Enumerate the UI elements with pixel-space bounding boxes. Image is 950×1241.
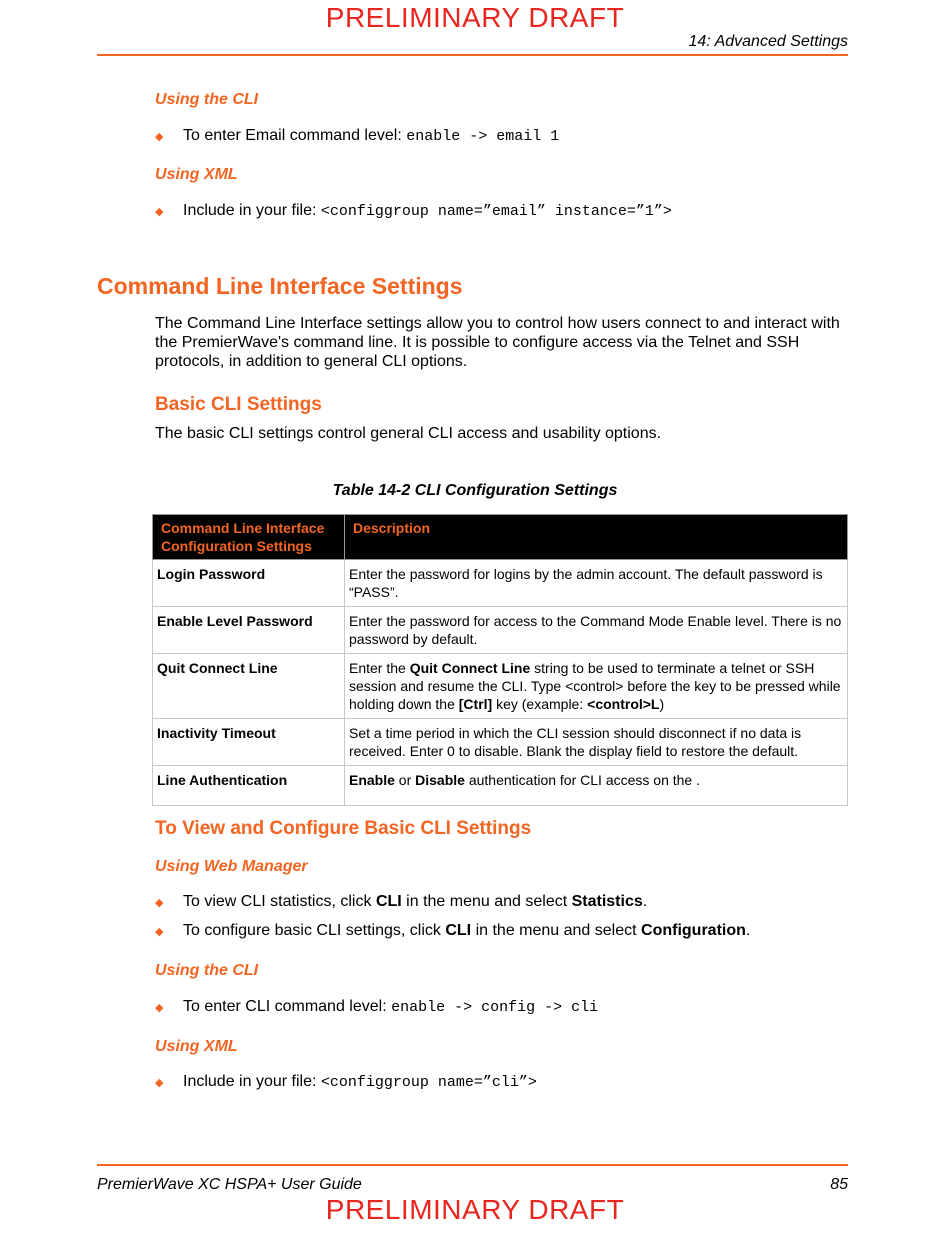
- bullet-text: To configure basic CLI settings, click CLI in the menu and select Configuration.: [183, 922, 751, 939]
- email-cli-heading: Using the CLI: [155, 91, 259, 108]
- xml-bullet: [155, 1073, 537, 1091]
- bullet-code: <configgroup name=”email” instance=”1”>: [320, 203, 672, 220]
- xml-heading: Using XML: [155, 1038, 238, 1055]
- email-xml-heading: Using XML: [155, 166, 238, 183]
- setting-desc: Set a time period in which the CLI session should disconnect if no data is received. Enter 0 to disable. Blank the display field to restore the default.: [345, 719, 848, 766]
- web-bullet-configuration: [155, 922, 750, 940]
- setting-name: Inactivity Timeout: [153, 719, 345, 766]
- watermark-top: PRELIMINARY DRAFT: [325, 2, 625, 33]
- section-title: Command Line Interface Settings: [97, 273, 463, 299]
- page-number: 85: [830, 1176, 848, 1193]
- setting-desc: Enter the Quit Connect Line string to be used to terminate a telnet or SSH session and resume the CLI. Type <control> before the key to be pressed while holding down the [Ctrl] key (example: <control>L): [345, 654, 848, 719]
- bullet-code: enable -> email 1: [406, 128, 560, 145]
- email-xml-bullet: [155, 202, 672, 220]
- chapter-header: 14: Advanced Settings: [688, 33, 848, 50]
- web-manager-heading: Using Web Manager: [155, 858, 308, 875]
- bullet-icon: ◆: [155, 131, 164, 143]
- column-header: Command Line Interface Configuration Settings: [153, 515, 345, 560]
- section-intro: The Command Line Interface settings allow you to control how users connect to and interact with the PremierWave's command line. It is possible to configure access via the Telnet and SSH protocols, in addition to general CLI options.: [155, 315, 840, 370]
- subsection-title: Basic CLI Settings: [155, 394, 322, 415]
- view-section-title: To View and Configure Basic CLI Settings: [155, 818, 532, 839]
- setting-name: Line Authentication: [153, 766, 345, 806]
- bullet-icon: ◆: [155, 897, 164, 909]
- bullet-icon: ◆: [155, 1077, 164, 1089]
- bullet-icon: ◆: [155, 926, 164, 938]
- setting-desc: Enter the password for access to the Command Mode Enable level. There is no password by default.: [345, 607, 848, 654]
- footer-rule: [97, 1164, 848, 1166]
- web-bullet-statistics: [155, 893, 647, 911]
- table-caption: Table 14-2 CLI Configuration Settings: [332, 482, 618, 499]
- setting-name: Login Password: [153, 560, 345, 607]
- table-row: [153, 766, 848, 806]
- setting-name: Quit Connect Line: [153, 654, 345, 719]
- bullet-code: enable -> config -> cli: [391, 999, 599, 1016]
- header-rule: [97, 54, 848, 56]
- table-header-row: [153, 515, 848, 560]
- setting-desc: Enable or Disable authentication for CLI access on the .: [345, 766, 848, 806]
- footer-title: PremierWave XC HSPA+ User Guide: [97, 1176, 362, 1193]
- cli-heading: Using the CLI: [155, 962, 259, 979]
- bullet-text: To enter CLI command level:: [183, 998, 387, 1015]
- table-row: [153, 719, 848, 766]
- bullet-text: To enter Email command level:: [183, 127, 402, 144]
- setting-name: Enable Level Password: [153, 607, 345, 654]
- bullet-code: <configgroup name=”cli”>: [320, 1074, 537, 1091]
- watermark-bottom: PRELIMINARY DRAFT: [325, 1194, 625, 1225]
- bullet-icon: ◆: [155, 206, 164, 218]
- bullet-text: Include in your file:: [183, 202, 317, 219]
- setting-desc: Enter the password for logins by the admin account. The default password is “PASS”.: [345, 560, 848, 607]
- config-table: [152, 514, 848, 806]
- bullet-icon: ◆: [155, 1002, 164, 1014]
- table-row: [153, 654, 848, 719]
- bullet-text: Include in your file:: [183, 1073, 317, 1090]
- column-header: Description: [345, 515, 848, 560]
- email-cli-bullet: [155, 127, 559, 145]
- table-row: [153, 560, 848, 607]
- bullet-text: To view CLI statistics, click CLI in the menu and select Statistics.: [183, 893, 648, 910]
- cli-bullet: [155, 998, 598, 1016]
- table-row: [153, 607, 848, 654]
- subsection-intro: The basic CLI settings control general CLI access and usability options.: [155, 425, 662, 442]
